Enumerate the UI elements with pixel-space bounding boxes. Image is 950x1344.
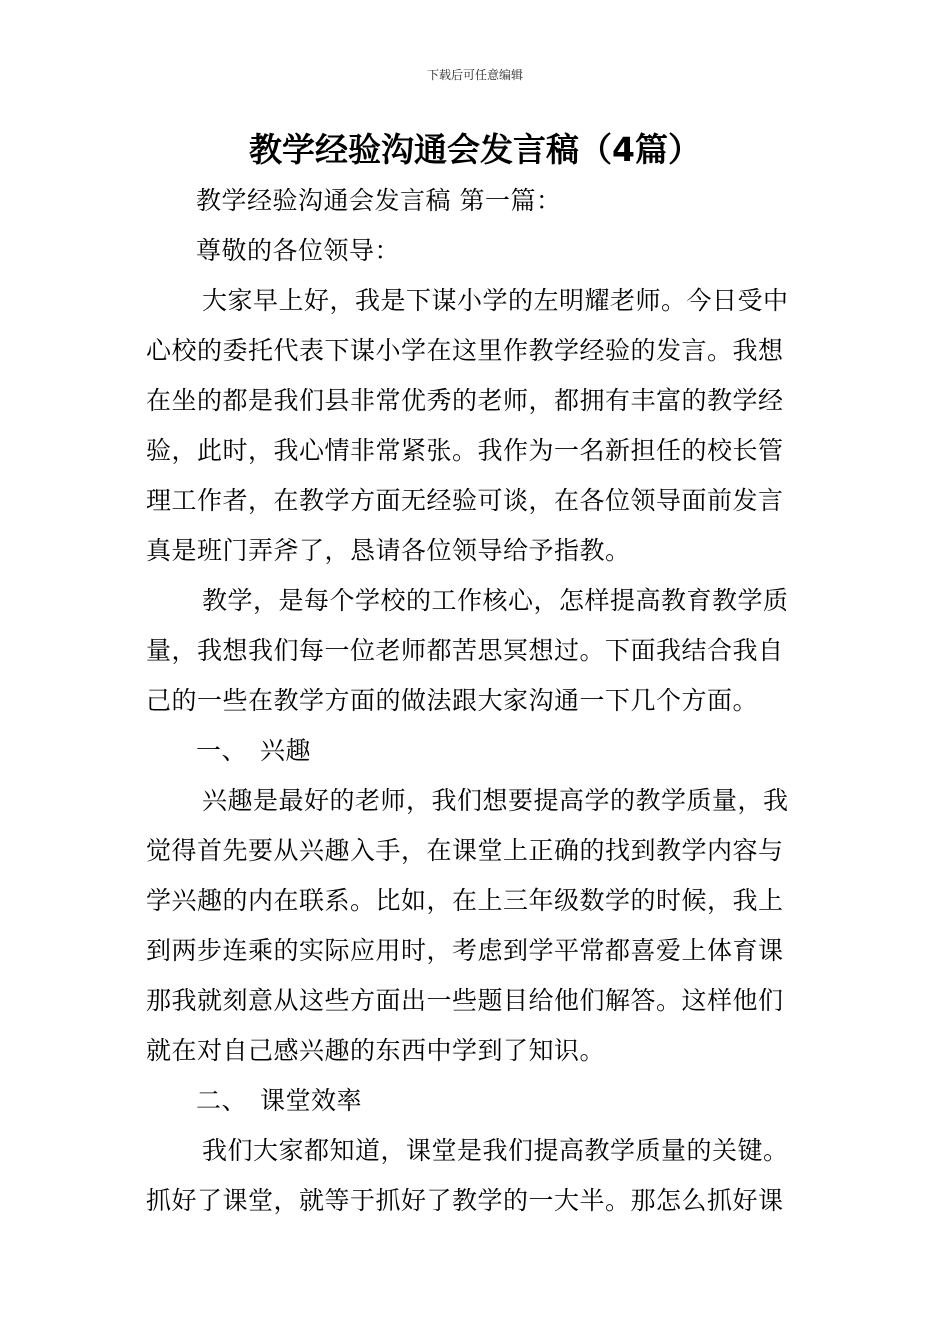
paragraph-line: 量，我想我们每一位老师都苦思冥想过。下面我结合我自 [146, 636, 784, 665]
header-note: 下载后可任意编辑 [426, 68, 523, 82]
section-heading-interest [146, 726, 810, 776]
paragraph-line: 学兴趣的内在联系。比如，在上三年级数学的时候，我上 [146, 886, 784, 915]
section-title: 课堂效率 [260, 1086, 363, 1115]
document-body [146, 176, 810, 1226]
paragraph-line: 到两步连乘的实际应用时，考虑到学平常都喜爱上体育课 [146, 936, 784, 965]
paragraph-line: 就在对自己感兴趣的东西中学到了知识。 [146, 1036, 606, 1065]
section-title: 兴趣 [260, 736, 312, 765]
paragraph-line: 那我就刻意从这些方面出一些题目给他们解答。这样他们 [146, 986, 784, 1015]
paragraph-efficiency [146, 1126, 810, 1226]
paragraph-interest [146, 776, 810, 1076]
paragraph-line: 在坐的都是我们县非常优秀的老师，都拥有丰富的教学经 [146, 386, 784, 415]
paragraph-line: 大家早上好，我是下谋小学的左明耀老师。今日受中 [202, 286, 789, 315]
paragraph-teaching [146, 576, 810, 726]
section-heading-efficiency [146, 1076, 810, 1126]
paragraph-line: 真是班门弄斧了，恳请各位领导给予指教。 [146, 536, 631, 565]
section-number: 一、 [196, 736, 248, 765]
document-title: 教学经验沟通会发言稿（4篇） [249, 130, 701, 169]
paragraph-line: 兴趣是最好的老师，我们想要提高学的教学质量，我 [202, 786, 789, 815]
paragraph-line: 觉得首先要从兴趣入手，在课堂上正确的找到教学内容与 [146, 836, 784, 865]
paragraph-line: 我们大家都知道，课堂是我们提高教学质量的关键。 [202, 1136, 789, 1165]
paragraph-line: 抓好了课堂，就等于抓好了教学的一大半。那怎么抓好课 [146, 1186, 784, 1215]
paragraph-line: 己的一些在教学方面的做法跟大家沟通一下几个方面。 [146, 686, 759, 715]
subtitle: 教学经验沟通会发言稿 第一篇： [196, 186, 562, 215]
paragraph-line: 心校的委托代表下谋小学在这里作教学经验的发言。我想 [146, 336, 784, 365]
paragraph-line: 教学，是每个学校的工作核心，怎样提高教育教学质 [202, 586, 789, 615]
salutation: 尊敬的各位领导： [196, 236, 401, 265]
paragraph-line: 验，此时，我心情非常紧张。我作为一名新担任的校长管 [146, 436, 784, 465]
section-number: 二、 [196, 1086, 248, 1115]
paragraph-line: 理工作者，在教学方面无经验可谈，在各位领导面前发言 [146, 486, 784, 515]
paragraph-intro [146, 276, 810, 576]
